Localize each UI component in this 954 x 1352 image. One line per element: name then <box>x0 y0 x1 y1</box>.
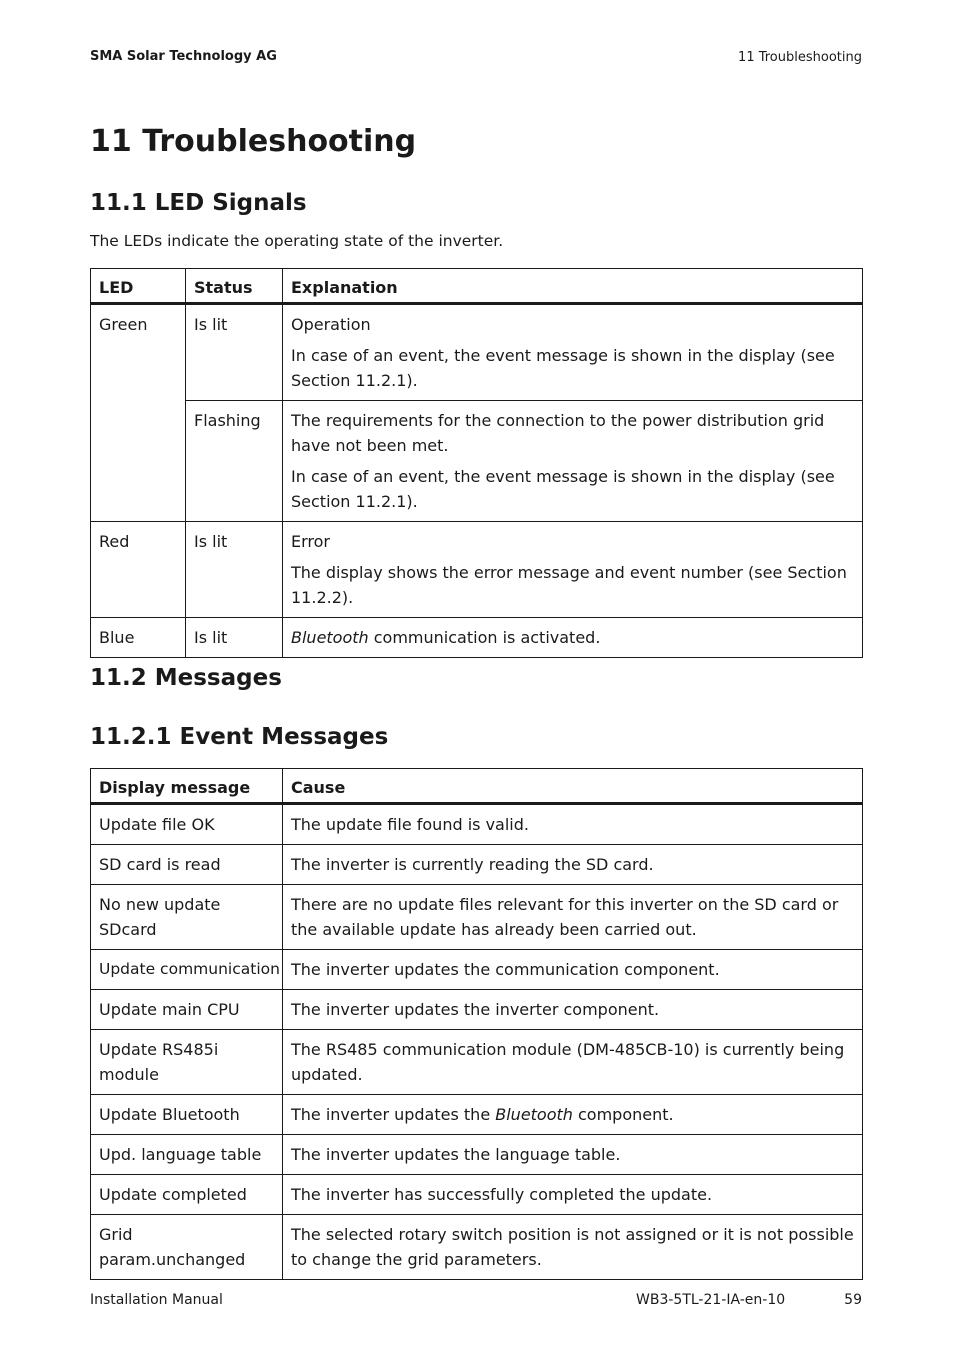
column-header-cause: Cause <box>283 769 863 804</box>
message-cell: Update main CPU <box>91 990 283 1030</box>
explanation-cell <box>283 401 863 522</box>
cause-cell: The inverter is currently reading the SD card. <box>283 845 863 885</box>
table-header-row <box>91 769 863 804</box>
table-row <box>91 1135 863 1175</box>
event-messages-heading: 11.2.1 Event Messages <box>90 724 389 750</box>
explanation-line: Operation <box>291 315 371 334</box>
explanation-line: In case of an event, the event message is shown in the display (see Section 11.2.1). <box>291 346 835 390</box>
table-row <box>91 845 863 885</box>
status-cell: Flashing <box>186 401 283 522</box>
cause-cell: The update file found is valid. <box>283 804 863 845</box>
footer-page-number: 59 <box>844 1292 862 1308</box>
status-cell: Is lit <box>186 618 283 658</box>
led-table <box>90 268 863 658</box>
message-cell: No new update SDcard <box>91 885 283 950</box>
header-company: SMA Solar Technology AG <box>90 49 277 64</box>
cause-cell: The selected rotary switch position is not assigned or it is not possible to change the grid parameters. <box>283 1215 863 1280</box>
message-cell: Upd. language table <box>91 1135 283 1175</box>
cause-cell: The inverter has successfully completed the update. <box>283 1175 863 1215</box>
table-row <box>91 885 863 950</box>
bluetooth-italic: Bluetooth <box>291 628 369 647</box>
column-header-display-message: Display message <box>91 769 283 804</box>
footer-manual-title: Installation Manual <box>90 1292 223 1308</box>
explanation-line: Error <box>291 532 330 551</box>
column-header-led: LED <box>91 269 186 304</box>
explanation-cell <box>283 522 863 618</box>
table-row <box>91 522 863 618</box>
cause-cell <box>283 1095 863 1135</box>
message-cell: Update completed <box>91 1175 283 1215</box>
message-cell: Update communication <box>91 950 283 990</box>
page-title: 11 Troubleshooting <box>90 124 417 159</box>
footer-document-code: WB3-5TL-21-IA-en-10 <box>636 1292 786 1308</box>
explanation-line: In case of an event, the event message is shown in the display (see Section 11.2.1). <box>291 467 835 511</box>
cause-cell: The RS485 communication module (DM-485CB-10) is currently being updated. <box>283 1030 863 1095</box>
table-row <box>91 1175 863 1215</box>
cause-cell: The inverter updates the communication component. <box>283 950 863 990</box>
table-row <box>91 804 863 845</box>
cause-cell: The inverter updates the language table. <box>283 1135 863 1175</box>
explanation-line: The requirements for the connection to the power distribution grid have not been met. <box>291 411 825 455</box>
cause-text: component. <box>572 1105 674 1124</box>
explanation-line: The display shows the error message and event number (see Section 11.2.2). <box>291 563 847 607</box>
column-header-explanation: Explanation <box>283 269 863 304</box>
explanation-text: communication is activated. <box>368 628 601 647</box>
status-cell: Is lit <box>186 304 283 401</box>
led-intro-text: The LEDs indicate the operating state of the inverter. <box>90 232 504 250</box>
event-messages-table <box>90 768 863 1280</box>
led-cell-green: Green <box>91 304 186 522</box>
table-header-row <box>91 269 863 304</box>
table-row <box>91 1030 863 1095</box>
message-cell: Update file OK <box>91 804 283 845</box>
cause-cell: There are no update files relevant for this inverter on the SD card or the available update has already been carried out. <box>283 885 863 950</box>
table-row <box>91 950 863 990</box>
explanation-cell <box>283 304 863 401</box>
led-cell-blue: Blue <box>91 618 186 658</box>
status-cell: Is lit <box>186 522 283 618</box>
cause-text: The inverter updates the <box>291 1105 496 1124</box>
table-row <box>91 401 863 522</box>
table-row <box>91 1215 863 1280</box>
table-row <box>91 618 863 658</box>
message-cell: Update RS485i module <box>91 1030 283 1095</box>
led-cell-red: Red <box>91 522 186 618</box>
message-cell: SD card is read <box>91 845 283 885</box>
message-cell: Grid param.unchanged <box>91 1215 283 1280</box>
message-cell: Update Bluetooth <box>91 1095 283 1135</box>
explanation-cell <box>283 618 863 658</box>
led-signals-heading: 11.1 LED Signals <box>90 190 307 216</box>
messages-heading: 11.2 Messages <box>90 665 282 691</box>
table-row <box>91 304 863 401</box>
header-section: 11 Troubleshooting <box>738 50 862 65</box>
column-header-status: Status <box>186 269 283 304</box>
table-row <box>91 1095 863 1135</box>
cause-cell: The inverter updates the inverter component. <box>283 990 863 1030</box>
table-row <box>91 990 863 1030</box>
bluetooth-italic: Bluetooth <box>495 1105 573 1124</box>
